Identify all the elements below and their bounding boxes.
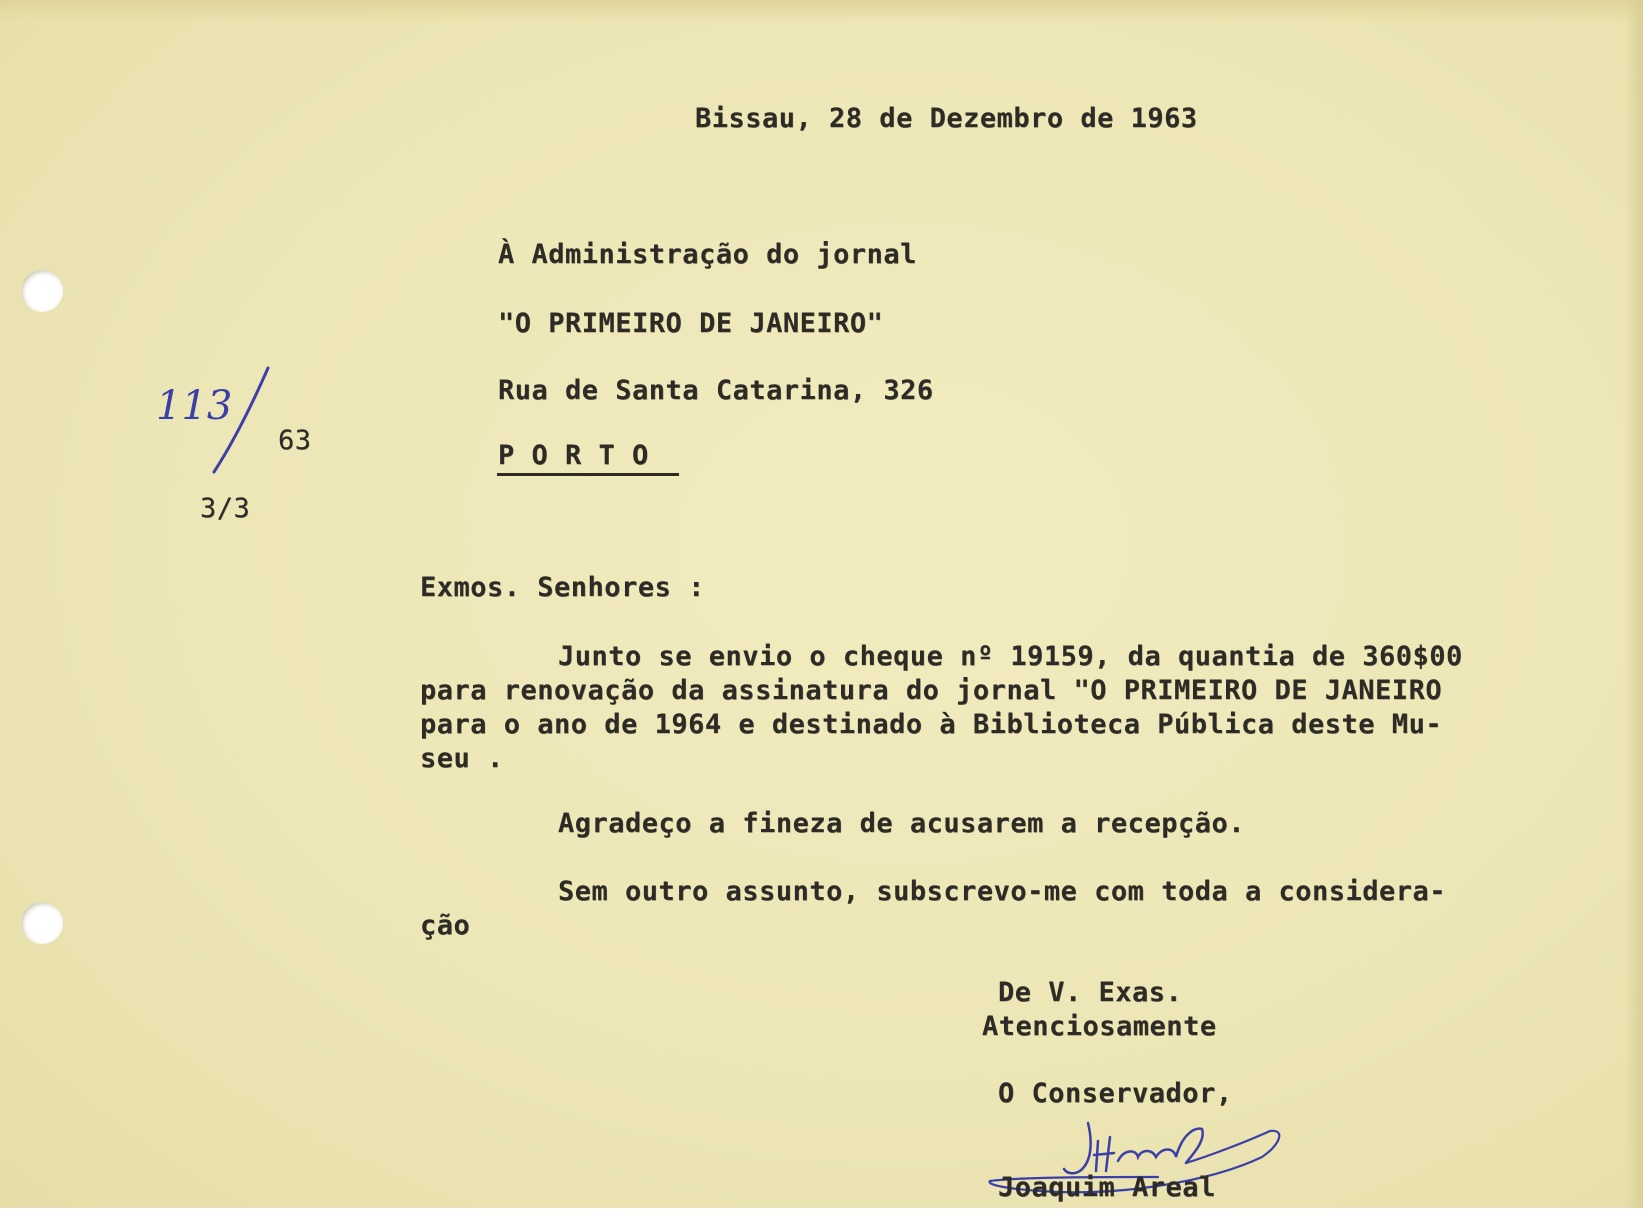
paragraph-3-line-1: Sem outro assunto, subscrevo-me com toda a considera-: [558, 876, 1447, 907]
date-line: Bissau, 28 de Dezembro de 1963: [695, 103, 1198, 134]
signatory-name: Joaquim Areal: [998, 1172, 1216, 1203]
signatory-title: O Conservador,: [998, 1078, 1233, 1109]
punch-hole-top: [21, 270, 63, 312]
city-underline: [497, 473, 679, 476]
paragraph-3-line-2: ção: [420, 910, 471, 941]
punch-hole-bottom: [21, 902, 63, 944]
paper-top-shadow: [0, 0, 1643, 22]
body-paragraph-3: [420, 875, 1446, 943]
recipient-city: P O R T O: [498, 440, 649, 471]
reference-year: 63: [278, 425, 312, 456]
paragraph-1-line-4: seu .: [420, 743, 504, 774]
recipient-line-2: "O PRIMEIRO DE JANEIRO": [498, 308, 884, 339]
recipient-line-3: Rua de Santa Catarina, 326: [498, 375, 934, 406]
paragraph-1-line-3: para o ano de 1964 e destinado à Biblioteca Pública deste Mu-: [420, 709, 1443, 740]
recipient-line-1: À Administração do jornal: [498, 239, 917, 270]
paragraph-1-line-1: Junto se envio o cheque nº 19159, da quantia de 360$00: [558, 641, 1463, 672]
body-paragraph-2: Agradeço a fineza de acusarem a recepção.: [558, 808, 1245, 839]
handwritten-registry-number: 113: [156, 383, 233, 429]
paper-right-edge: [1625, 0, 1643, 1208]
closing-line-1: De V. Exas.: [998, 977, 1183, 1008]
reference-sheet: 3/3: [200, 493, 251, 524]
registry-slash-mark: [150, 360, 290, 480]
salutation: Exmos. Senhores :: [420, 572, 705, 603]
closing-line-2: Atenciosamente: [982, 1011, 1217, 1042]
body-paragraph-1: [420, 640, 1463, 776]
paragraph-1-line-2: para renovação da assinatura do jornal "O PRIMEIRO DE JANEIRO: [420, 675, 1443, 706]
